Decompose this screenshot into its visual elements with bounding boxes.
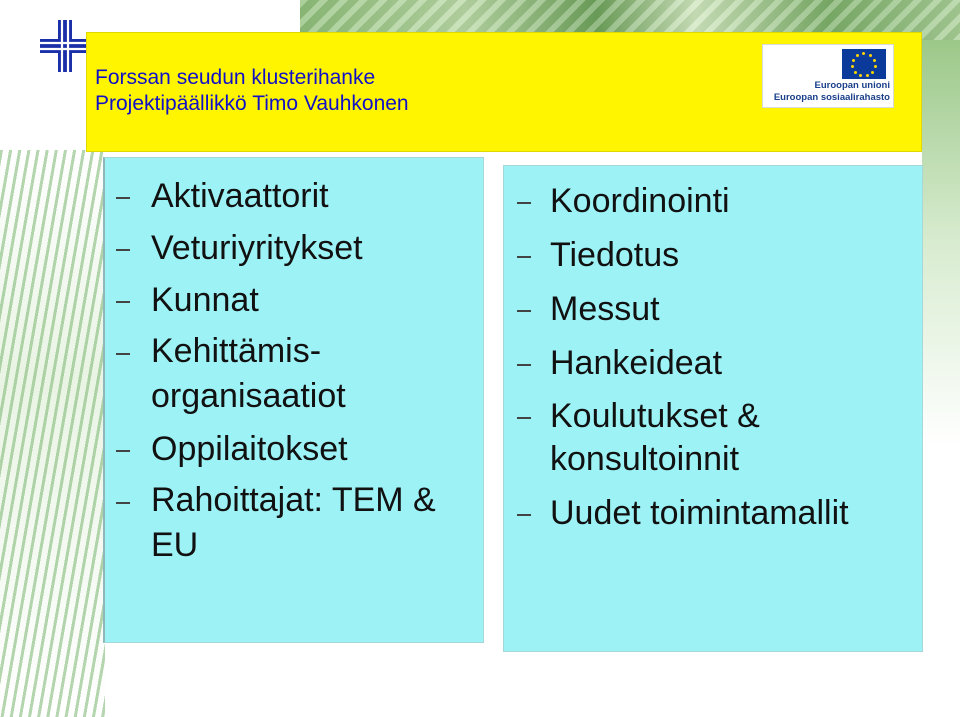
list-item: Oppilaitokset: [108, 423, 478, 475]
dash-bullet-icon: [517, 514, 531, 516]
list-item: Rahoittajat: TEM & EU: [108, 475, 478, 572]
dash-bullet-icon: [517, 417, 531, 419]
list-item: Tiedotus: [509, 228, 919, 282]
eu-logo-line2: Euroopan sosiaalirahasto: [773, 92, 890, 103]
dash-bullet-icon: [116, 197, 130, 199]
decorative-side-stripes: [0, 150, 105, 717]
eu-flag-icon: [842, 49, 886, 79]
eu-logo: [762, 44, 894, 108]
dash-bullet-icon: [116, 301, 130, 303]
list-item: Uudet toimintamallit: [509, 486, 919, 540]
dash-bullet-icon: [116, 450, 130, 452]
list-item: Koordinointi: [509, 174, 919, 228]
actors-list: [108, 170, 478, 572]
activities-box: [503, 165, 923, 652]
dash-bullet-icon: [116, 249, 130, 251]
dash-bullet-icon: [517, 364, 531, 366]
project-title: Forssan seudun klusterihanke: [95, 66, 376, 89]
dash-bullet-icon: [116, 353, 130, 355]
list-item: Messut: [509, 282, 919, 336]
list-item: Kunnat: [108, 274, 478, 326]
dash-bullet-icon: [116, 502, 130, 504]
list-item: Kehittämis- organisaatiot: [108, 326, 478, 423]
list-item: Koulutukset & konsultoinnit: [509, 390, 919, 486]
cross-logo-icon: [40, 20, 90, 72]
actors-box: [103, 157, 484, 643]
dash-bullet-icon: [517, 256, 531, 258]
list-item: Veturiyritykset: [108, 222, 478, 274]
activities-list: [509, 174, 919, 540]
dash-bullet-icon: [517, 202, 531, 204]
decorative-right-edge: [922, 40, 960, 717]
eu-logo-line1: Euroopan unioni: [814, 80, 890, 91]
list-item: Hankeideat: [509, 336, 919, 390]
dash-bullet-icon: [517, 310, 531, 312]
list-item: Aktivaattorit: [108, 170, 478, 222]
project-manager: Projektipäällikkö Timo Vauhkonen: [95, 92, 409, 115]
